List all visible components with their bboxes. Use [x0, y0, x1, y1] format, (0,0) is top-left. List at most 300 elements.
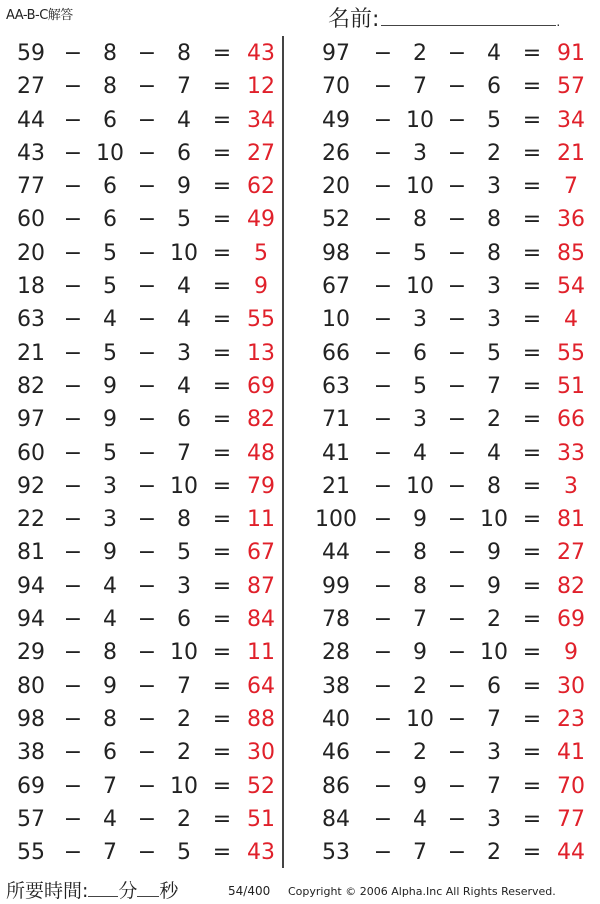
second-number: 9	[413, 640, 427, 666]
minus-sign: −	[447, 773, 467, 799]
first-number: 100	[315, 507, 357, 533]
third-number: 5	[177, 540, 191, 566]
seconds-unit: 秒	[159, 880, 179, 902]
answer: 49	[247, 207, 275, 233]
minus-sign: −	[373, 274, 393, 300]
minus-sign: −	[63, 407, 83, 433]
third-number: 2	[177, 806, 191, 832]
problem-row	[314, 104, 590, 137]
answer: 27	[557, 540, 585, 566]
minus-sign: −	[447, 41, 467, 66]
third-number: 4	[177, 373, 191, 399]
third-number: 8	[177, 507, 191, 533]
minus-sign: −	[63, 240, 83, 266]
answer: 91	[557, 41, 585, 66]
third-number: 7	[177, 440, 191, 466]
third-number: 2	[487, 840, 501, 866]
minus-sign: −	[137, 140, 157, 166]
first-number: 63	[17, 307, 45, 333]
equals-sign: =	[212, 240, 232, 266]
second-number: 3	[413, 307, 427, 333]
problem-row	[4, 736, 280, 769]
minus-sign: −	[137, 740, 157, 766]
problem-row	[4, 536, 280, 569]
problem-row	[4, 237, 280, 270]
minus-sign: −	[373, 207, 393, 233]
minus-sign: −	[447, 340, 467, 366]
first-number: 98	[17, 706, 45, 732]
answer: 54	[557, 274, 585, 300]
second-number: 9	[103, 407, 117, 433]
second-number: 9	[103, 673, 117, 699]
answer: 11	[247, 640, 275, 666]
answer: 48	[247, 440, 275, 466]
third-number: 2	[177, 740, 191, 766]
third-number: 8	[487, 240, 501, 266]
second-number: 5	[413, 373, 427, 399]
first-number: 10	[322, 307, 350, 333]
problem-row	[4, 836, 280, 869]
second-number: 8	[413, 540, 427, 566]
page-number: 54/400	[228, 884, 271, 898]
first-number: 49	[322, 107, 350, 133]
second-number: 5	[103, 274, 117, 300]
third-number: 4	[487, 41, 501, 66]
equals-sign: =	[522, 407, 542, 433]
first-number: 59	[17, 41, 45, 66]
second-number: 6	[103, 174, 117, 200]
problem-row	[4, 270, 280, 303]
first-number: 38	[322, 673, 350, 699]
minus-sign: −	[447, 806, 467, 832]
minus-sign: −	[373, 573, 393, 599]
first-number: 41	[322, 440, 350, 466]
answer: 9	[564, 640, 578, 666]
second-number: 6	[103, 740, 117, 766]
first-number: 92	[17, 473, 45, 499]
problem-row	[314, 703, 590, 736]
third-number: 3	[487, 274, 501, 300]
answer: 77	[557, 806, 585, 832]
equals-sign: =	[522, 673, 542, 699]
answer: 70	[557, 773, 585, 799]
minus-sign: −	[137, 573, 157, 599]
answer: 84	[247, 607, 275, 633]
problem-row	[314, 770, 590, 803]
second-number: 10	[406, 174, 434, 200]
answer: 43	[247, 840, 275, 866]
first-number: 44	[322, 540, 350, 566]
third-number: 8	[487, 473, 501, 499]
third-number: 7	[177, 673, 191, 699]
equals-sign: =	[212, 840, 232, 866]
second-number: 3	[103, 473, 117, 499]
answer: 34	[557, 107, 585, 133]
problem-row	[314, 470, 590, 503]
second-number: 10	[406, 107, 434, 133]
minus-sign: −	[373, 840, 393, 866]
answer: 64	[247, 673, 275, 699]
minus-sign: −	[447, 307, 467, 333]
second-number: 9	[413, 773, 427, 799]
minutes-unit: 分	[118, 880, 138, 902]
minus-sign: −	[373, 706, 393, 732]
answer: 79	[247, 473, 275, 499]
first-number: 29	[17, 640, 45, 666]
answer: 66	[557, 407, 585, 433]
answer: 30	[557, 673, 585, 699]
second-number: 8	[103, 74, 117, 100]
equals-sign: =	[212, 573, 232, 599]
minus-sign: −	[63, 473, 83, 499]
minus-sign: −	[137, 274, 157, 300]
minus-sign: −	[63, 174, 83, 200]
minus-sign: −	[373, 773, 393, 799]
minus-sign: −	[373, 240, 393, 266]
minus-sign: −	[63, 74, 83, 100]
third-number: 7	[487, 373, 501, 399]
third-number: 5	[177, 207, 191, 233]
minus-sign: −	[63, 507, 83, 533]
equals-sign: =	[522, 140, 542, 166]
equals-sign: =	[522, 440, 542, 466]
first-number: 66	[322, 340, 350, 366]
minus-sign: −	[373, 373, 393, 399]
equals-sign: =	[522, 840, 542, 866]
second-number: 5	[103, 440, 117, 466]
minus-sign: −	[447, 673, 467, 699]
minus-sign: −	[373, 307, 393, 333]
first-number: 97	[17, 407, 45, 433]
minus-sign: −	[447, 274, 467, 300]
third-number: 7	[487, 706, 501, 732]
equals-sign: =	[212, 373, 232, 399]
second-number: 2	[413, 740, 427, 766]
name-end-mark: .	[556, 15, 561, 29]
problem-row	[314, 503, 590, 536]
first-number: 55	[17, 840, 45, 866]
seconds-blank[interactable]	[137, 878, 159, 897]
equals-sign: =	[212, 74, 232, 100]
minus-sign: −	[447, 373, 467, 399]
answer: 9	[254, 274, 268, 300]
third-number: 6	[487, 673, 501, 699]
problem-row	[4, 670, 280, 703]
third-number: 8	[177, 41, 191, 66]
first-number: 80	[17, 673, 45, 699]
answer: 82	[557, 573, 585, 599]
first-number: 94	[17, 607, 45, 633]
third-number: 2	[487, 407, 501, 433]
minus-sign: −	[63, 307, 83, 333]
equals-sign: =	[212, 507, 232, 533]
minus-sign: −	[137, 174, 157, 200]
answer: 11	[247, 507, 275, 533]
problem-row	[314, 337, 590, 370]
minutes-blank[interactable]	[88, 878, 118, 897]
equals-sign: =	[522, 806, 542, 832]
equals-sign: =	[212, 174, 232, 200]
third-number: 8	[487, 207, 501, 233]
minus-sign: −	[447, 740, 467, 766]
equals-sign: =	[522, 174, 542, 200]
second-number: 8	[413, 573, 427, 599]
answer: 57	[557, 74, 585, 100]
problem-row	[314, 836, 590, 869]
second-number: 5	[103, 240, 117, 266]
minus-sign: −	[137, 473, 157, 499]
equals-sign: =	[212, 773, 232, 799]
minus-sign: −	[373, 41, 393, 66]
name-field[interactable]	[328, 2, 560, 33]
minus-sign: −	[137, 373, 157, 399]
problem-row	[314, 670, 590, 703]
minus-sign: −	[373, 107, 393, 133]
third-number: 9	[487, 573, 501, 599]
second-number: 2	[413, 673, 427, 699]
first-number: 53	[322, 840, 350, 866]
equals-sign: =	[212, 107, 232, 133]
equals-sign: =	[522, 740, 542, 766]
minus-sign: −	[373, 174, 393, 200]
answer: 87	[247, 573, 275, 599]
second-number: 9	[413, 507, 427, 533]
minus-sign: −	[137, 840, 157, 866]
second-number: 8	[413, 207, 427, 233]
minus-sign: −	[137, 207, 157, 233]
first-number: 77	[17, 174, 45, 200]
third-number: 10	[480, 507, 508, 533]
answer: 7	[564, 174, 578, 200]
equals-sign: =	[522, 706, 542, 732]
answer: 5	[254, 240, 268, 266]
problem-row	[314, 237, 590, 270]
minus-sign: −	[63, 607, 83, 633]
minus-sign: −	[373, 740, 393, 766]
second-number: 10	[406, 473, 434, 499]
second-number: 8	[103, 640, 117, 666]
minus-sign: −	[137, 607, 157, 633]
equals-sign: =	[212, 140, 232, 166]
equals-sign: =	[522, 540, 542, 566]
second-number: 6	[413, 340, 427, 366]
second-number: 9	[103, 540, 117, 566]
minus-sign: −	[447, 473, 467, 499]
minus-sign: −	[447, 74, 467, 100]
second-number: 6	[103, 207, 117, 233]
first-number: 22	[17, 507, 45, 533]
answer: 23	[557, 706, 585, 732]
answer: 3	[564, 473, 578, 499]
answer: 67	[247, 540, 275, 566]
minus-sign: −	[373, 673, 393, 699]
problem-row	[314, 437, 590, 470]
minus-sign: −	[63, 207, 83, 233]
minus-sign: −	[373, 640, 393, 666]
second-number: 3	[413, 140, 427, 166]
first-number: 26	[322, 140, 350, 166]
equals-sign: =	[522, 240, 542, 266]
minus-sign: −	[63, 41, 83, 66]
answer: 41	[557, 740, 585, 766]
problem-row	[314, 736, 590, 769]
equals-sign: =	[522, 773, 542, 799]
problem-row	[4, 603, 280, 636]
third-number: 6	[177, 607, 191, 633]
problem-row	[314, 137, 590, 170]
equals-sign: =	[522, 340, 542, 366]
third-number: 6	[177, 140, 191, 166]
problem-row	[4, 470, 280, 503]
minus-sign: −	[373, 74, 393, 100]
minus-sign: −	[447, 407, 467, 433]
equals-sign: =	[522, 373, 542, 399]
problem-row	[4, 403, 280, 436]
equals-sign: =	[212, 640, 232, 666]
time-label: 所要時間:	[6, 880, 89, 902]
equals-sign: =	[212, 440, 232, 466]
minus-sign: −	[373, 440, 393, 466]
minus-sign: −	[447, 107, 467, 133]
answer: 12	[247, 74, 275, 100]
third-number: 2	[487, 140, 501, 166]
minus-sign: −	[373, 340, 393, 366]
answer: 85	[557, 240, 585, 266]
equals-sign: =	[522, 607, 542, 633]
minus-sign: −	[447, 240, 467, 266]
third-number: 3	[487, 307, 501, 333]
problem-row	[4, 370, 280, 403]
problem-row	[314, 170, 590, 203]
second-number: 6	[103, 107, 117, 133]
third-number: 3	[487, 740, 501, 766]
second-number: 10	[406, 274, 434, 300]
minus-sign: −	[137, 773, 157, 799]
problem-row	[4, 337, 280, 370]
minus-sign: −	[447, 607, 467, 633]
equals-sign: =	[212, 274, 232, 300]
first-number: 63	[322, 373, 350, 399]
equals-sign: =	[522, 207, 542, 233]
third-number: 4	[487, 440, 501, 466]
minus-sign: −	[137, 340, 157, 366]
second-number: 10	[96, 140, 124, 166]
first-number: 78	[322, 607, 350, 633]
minus-sign: −	[63, 540, 83, 566]
answer: 55	[247, 307, 275, 333]
first-number: 28	[322, 640, 350, 666]
third-number: 3	[487, 174, 501, 200]
minus-sign: −	[63, 274, 83, 300]
first-number: 20	[322, 174, 350, 200]
minus-sign: −	[447, 174, 467, 200]
minus-sign: −	[373, 507, 393, 533]
answer: 44	[557, 840, 585, 866]
problem-row	[4, 570, 280, 603]
minus-sign: −	[137, 307, 157, 333]
minus-sign: −	[137, 440, 157, 466]
equals-sign: =	[212, 806, 232, 832]
first-number: 94	[17, 573, 45, 599]
second-number: 5	[413, 240, 427, 266]
minus-sign: −	[63, 740, 83, 766]
third-number: 7	[177, 74, 191, 100]
third-number: 2	[487, 607, 501, 633]
problem-row	[314, 370, 590, 403]
third-number: 10	[170, 773, 198, 799]
first-number: 27	[17, 74, 45, 100]
minus-sign: −	[63, 573, 83, 599]
second-number: 4	[413, 440, 427, 466]
third-number: 7	[487, 773, 501, 799]
answer: 21	[557, 140, 585, 166]
minus-sign: −	[137, 806, 157, 832]
first-number: 67	[322, 274, 350, 300]
third-number: 6	[177, 407, 191, 433]
equals-sign: =	[212, 540, 232, 566]
equals-sign: =	[212, 673, 232, 699]
second-number: 4	[103, 607, 117, 633]
equals-sign: =	[212, 740, 232, 766]
second-number: 7	[413, 840, 427, 866]
answer: 81	[557, 507, 585, 533]
answer: 36	[557, 207, 585, 233]
minus-sign: −	[137, 407, 157, 433]
minus-sign: −	[373, 540, 393, 566]
problem-row	[314, 803, 590, 836]
third-number: 3	[177, 340, 191, 366]
second-number: 4	[103, 806, 117, 832]
first-number: 69	[17, 773, 45, 799]
answer: 69	[557, 607, 585, 633]
answer: 30	[247, 740, 275, 766]
second-number: 10	[406, 706, 434, 732]
second-number: 2	[413, 41, 427, 66]
right-problem-column	[314, 37, 590, 869]
minus-sign: −	[447, 640, 467, 666]
problem-row	[314, 570, 590, 603]
equals-sign: =	[522, 473, 542, 499]
first-number: 70	[322, 74, 350, 100]
minus-sign: −	[373, 607, 393, 633]
answer: 69	[247, 373, 275, 399]
name-label: 名前:	[328, 7, 380, 32]
problem-row	[4, 170, 280, 203]
minus-sign: −	[447, 573, 467, 599]
equals-sign: =	[522, 307, 542, 333]
first-number: 97	[322, 41, 350, 66]
problem-row	[4, 770, 280, 803]
first-number: 71	[322, 407, 350, 433]
second-number: 8	[103, 41, 117, 66]
first-number: 60	[17, 207, 45, 233]
problem-row	[314, 636, 590, 669]
answer: 55	[557, 340, 585, 366]
problem-row	[4, 137, 280, 170]
minus-sign: −	[63, 440, 83, 466]
name-blank-line[interactable]	[381, 7, 556, 26]
equals-sign: =	[522, 573, 542, 599]
minus-sign: −	[137, 41, 157, 66]
problem-row	[4, 503, 280, 536]
third-number: 4	[177, 274, 191, 300]
minus-sign: −	[63, 773, 83, 799]
minus-sign: −	[63, 840, 83, 866]
problem-row	[314, 37, 590, 70]
left-problem-column	[4, 37, 280, 869]
second-number: 7	[413, 74, 427, 100]
equals-sign: =	[522, 41, 542, 66]
